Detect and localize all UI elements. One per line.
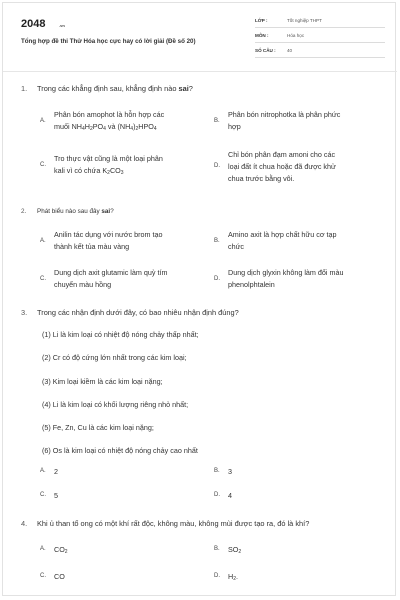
document-page xyxy=(2,2,396,596)
document-title: Tổng hợp đề thi Thử Hóa học cực hay có lời giải (Đề số 20) xyxy=(21,38,196,45)
option-letter: D. xyxy=(214,163,220,169)
question-3-option-a[interactable]: A. 2 xyxy=(40,467,58,476)
site-logo-suffix: .vn xyxy=(59,23,65,28)
question-number: 4. xyxy=(21,519,28,528)
meta-value: Hóa học xyxy=(287,33,305,38)
meta-value: 40 xyxy=(287,48,293,53)
question-2-option-a[interactable]: A. Anilin tác dụng với nước brom tạo thành kết tủa màu vàng xyxy=(40,230,163,251)
question-1-option-c[interactable]: C. Tro thực vật cũng là một loại phân kali vì có chứa $K_2CO_3$ xyxy=(40,154,163,176)
header-divider xyxy=(3,71,397,72)
option-letter: B. xyxy=(214,238,220,244)
option-letter: D. xyxy=(214,492,220,498)
meta-subject xyxy=(255,30,385,43)
question-4-option-b[interactable]: B. $SO_2$ xyxy=(214,545,242,555)
question-4-option-d[interactable]: D. $H_2$. xyxy=(214,572,238,582)
meta-label: MÔN : xyxy=(255,33,269,38)
question-1-option-a[interactable]: A. Phân bón amophot là hỗn hợp các muối $NH_4H_2PO_4$ và $(NH_4)_2HPO_4$ xyxy=(40,110,165,132)
option-letter: A. xyxy=(40,546,46,552)
option-letter: B. xyxy=(214,468,220,474)
question-3-option-c[interactable]: C. 5 xyxy=(40,491,58,500)
question-2-option-c[interactable]: C. Dung dịch axit glutamic làm quỳ tím chuyển màu hồng xyxy=(40,268,168,289)
question-1-option-b[interactable]: B. Phân bón nitrophotka là phân phức hợp xyxy=(214,110,341,131)
statement-item: (3) Kim loại kiềm là các kim loại nặng; xyxy=(42,377,163,386)
option-letter: D. xyxy=(214,276,220,282)
meta-label: SỐ CÂU : xyxy=(255,48,276,53)
question-4-option-a[interactable]: A. $CO_2$ xyxy=(40,545,68,555)
statement-item: (5) Fe, Zn, Cu là các kim loại nặng; xyxy=(42,423,154,432)
question-4-prompt: 4. Khi ủ than tổ ong có một khí rất độc, không màu, không mùi được tạo ra, đó là khí? xyxy=(21,519,310,528)
statement-item: (2) Cr có độ cứng lớn nhất trong các kim loại; xyxy=(42,353,187,362)
option-letter: C. xyxy=(40,276,46,282)
statement-item: (6) Os là kim loại có nhiệt độ nóng chảy cao nhất xyxy=(42,446,198,455)
question-number: 2. xyxy=(21,208,27,215)
option-letter: A. xyxy=(40,468,46,474)
option-letter: B. xyxy=(214,118,220,124)
document-header xyxy=(3,3,397,67)
question-number: 3. xyxy=(21,308,28,317)
statement-item: (4) Li là kim loại có khối lượng riêng nhỏ nhất; xyxy=(42,400,189,409)
option-letter: C. xyxy=(40,162,46,168)
statement-item: (1) Li là kim loại có nhiệt độ nóng chảy thấp nhất; xyxy=(42,330,199,339)
meta-question-count xyxy=(255,45,385,58)
question-3-option-d[interactable]: D. 4 xyxy=(214,491,232,500)
site-logo[interactable]: 2048 xyxy=(21,18,46,30)
option-letter: A. xyxy=(40,238,46,244)
question-3-option-b[interactable]: B. 3 xyxy=(214,467,232,476)
option-letter: D. xyxy=(214,573,220,579)
option-letter: C. xyxy=(40,573,46,579)
option-letter: B. xyxy=(214,546,220,552)
meta-class xyxy=(255,15,385,28)
question-2-option-d[interactable]: D. Dung dịch glyxin không làm đổi màu phenolphtalein xyxy=(214,268,344,289)
meta-value: Tốt nghiệp THPT xyxy=(287,18,322,23)
question-2-option-b[interactable]: B. Amino axit là hợp chất hữu cơ tạp chức xyxy=(214,230,337,251)
question-1-prompt: 1. Trong các khẳng định sau, khẳng định nào sai? xyxy=(21,84,193,93)
meta-label: LỚP : xyxy=(255,18,268,23)
question-3-prompt: 3. Trong các nhận định dưới đây, có bao nhiêu nhận định đúng? xyxy=(21,308,239,317)
question-2-prompt: 2. Phát biểu nào sau đây sai? xyxy=(21,208,114,215)
option-letter: A. xyxy=(40,118,46,124)
question-4-option-c[interactable]: C. CO xyxy=(40,572,65,581)
option-letter: C. xyxy=(40,492,46,498)
question-1-option-d[interactable]: D. Chỉ bón phân đạm amoni cho các loại đất ít chua hoặc đã được khử chua trước bằng vôi. xyxy=(214,150,336,183)
question-number: 1. xyxy=(21,84,28,93)
